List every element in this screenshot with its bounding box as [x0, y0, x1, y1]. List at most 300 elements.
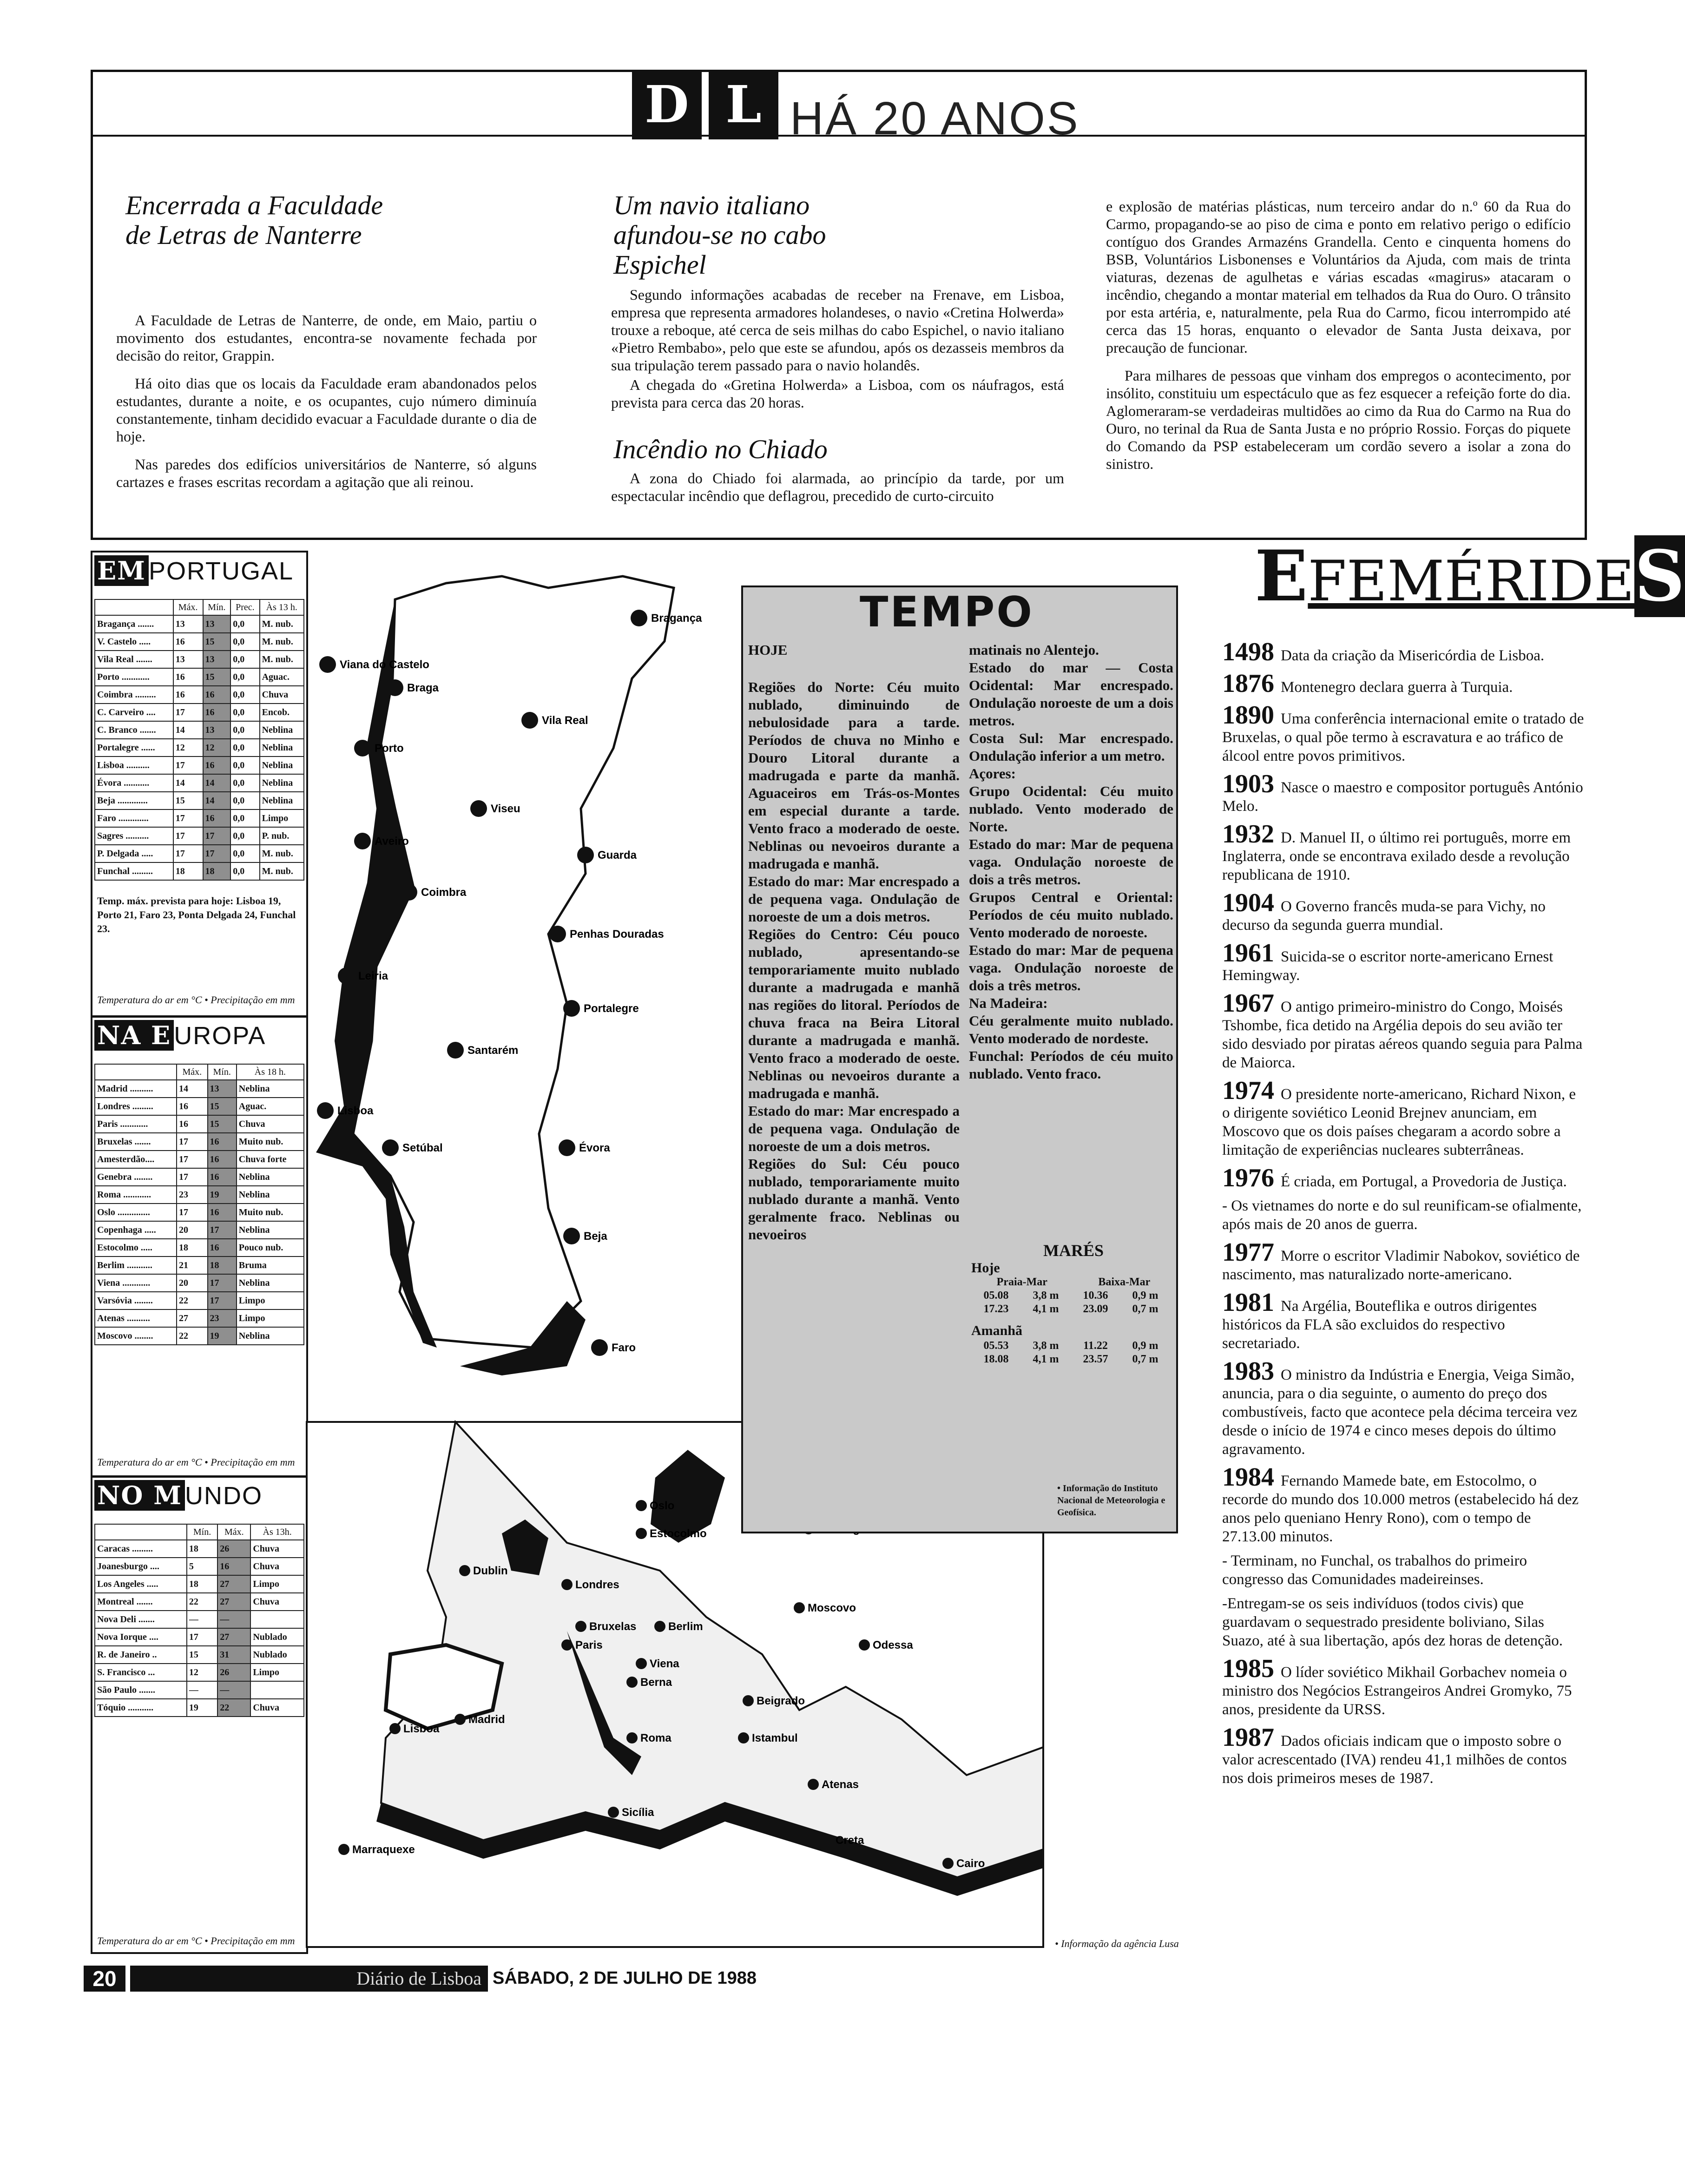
efemeride-year: 1981 — [1222, 1288, 1281, 1317]
table-row — [95, 827, 304, 845]
logo-d: D — [632, 70, 702, 139]
table-cell: Amesterdão.... — [95, 1151, 177, 1168]
city-label: Atenas — [822, 1778, 859, 1791]
efemeride-item — [1222, 1464, 1585, 1546]
city-label: Bragança — [651, 612, 702, 625]
table-row — [95, 739, 304, 757]
column-header: Máx. — [177, 1064, 208, 1080]
issue-date: SÁBADO, 2 DE JULHO DE 1988 — [493, 1968, 757, 1988]
tempo-paragraph: Açores: — [969, 765, 1016, 782]
city-marker — [608, 1807, 619, 1818]
tide-cell: 23.57 — [1083, 1353, 1108, 1365]
tide-cell: 05.53 — [983, 1340, 1009, 1352]
tempo-paragraph: Na Madeira: — [969, 995, 1048, 1011]
mares-amanha: Amanhã — [971, 1323, 1023, 1338]
tempo-paragraph: matinais no Alentejo. — [969, 642, 1099, 658]
table-row — [95, 1239, 304, 1256]
efemeride-text: - Os vietnames do norte e do sul reunificam-se ofialmente, após mais de 20 anos de guerra. — [1222, 1197, 1582, 1233]
mares-col-baixa: Baixa-Mar — [1098, 1276, 1151, 1288]
table-cell: Évora ........... — [95, 774, 173, 792]
portugal-table-footer: Temperatura do ar em °C • Precipitação em mm — [97, 994, 295, 1006]
table-cell: 27 — [217, 1593, 250, 1611]
table-cell: 13 — [203, 721, 231, 739]
city-label: Marraquexe — [352, 1843, 415, 1856]
table-cell: Roma ............ — [95, 1186, 177, 1204]
table-cell: C. Carveiro .... — [95, 704, 173, 721]
table-cell: Vila Real ....... — [95, 651, 173, 668]
table-cell: Nova Deli ....... — [95, 1611, 187, 1628]
table-cell: 16 — [208, 1168, 237, 1186]
efemeride-item — [1222, 1239, 1585, 1284]
table-row — [95, 615, 304, 633]
table-cell: Atenas .......... — [95, 1309, 177, 1327]
table-cell: Chuva — [237, 1115, 304, 1133]
efemeride-item — [1222, 890, 1585, 934]
table-cell: 27 — [177, 1309, 208, 1327]
city-label: Braga — [407, 682, 439, 694]
tide-row — [972, 1353, 1170, 1366]
table-cell: Chuva — [250, 1558, 304, 1575]
efemeride-text: Fernando Mamede bate, em Estocolmo, o recorde do mundo dos 10.000 metros (estabelecido há dez anos pelo queniano Henry Rono), com o tempo de 27.13.00 minutos. — [1222, 1473, 1579, 1545]
city-label: Vila Real — [542, 714, 588, 727]
efemeride-year: 1903 — [1222, 770, 1281, 798]
article-navio-body — [611, 286, 1064, 416]
table-row — [95, 1186, 304, 1204]
efemerides-title — [1255, 535, 1685, 617]
efemeride-year: 1876 — [1222, 669, 1281, 698]
efemeride-year: 1976 — [1222, 1164, 1281, 1192]
efemeride-item — [1222, 1656, 1585, 1719]
table-cell: P. Delgada ..... — [95, 845, 173, 862]
table-cell — [250, 1681, 304, 1699]
column-header: Às 13 h. — [260, 599, 304, 615]
table-cell: 16 — [208, 1133, 237, 1151]
table-cell: Neblina — [237, 1168, 304, 1186]
city-label: Moscovo — [808, 1602, 856, 1614]
table-row — [95, 1133, 304, 1151]
table-cell: Aguac. — [260, 668, 304, 686]
city-marker — [317, 1102, 334, 1119]
tempo-paragraph: Estado do mar: Mar de pequena vaga. Ondulação noroeste de dois a três metros. — [969, 836, 1173, 888]
title-cap: EM — [94, 555, 149, 586]
table-cell: 0,0 — [230, 809, 259, 827]
tide-cell: 3,8 m — [1033, 1289, 1059, 1302]
table-cell: Nublado — [250, 1628, 304, 1646]
table-cell: Sagres .......... — [95, 827, 173, 845]
table-row — [95, 792, 304, 809]
table-cell: Porto ............ — [95, 668, 173, 686]
tempo-paragraph: Costa Sul: Mar encrespado. Ondulação inferior a um metro. — [969, 730, 1173, 764]
efemeride-item — [1222, 1289, 1585, 1353]
table-cell: Neblina — [237, 1186, 304, 1204]
efemeride-text: Suicida-se o escritor norte-americano Ernest Hemingway. — [1222, 948, 1553, 984]
table-cell: Genebra ........ — [95, 1168, 177, 1186]
tempo-credit: • Informação do Instituto Nacional de Meteorologia e Geofísica. — [1057, 1483, 1165, 1518]
table-cell: 0,0 — [230, 862, 259, 880]
article-chiado-title: Incêndio no Chiado — [613, 434, 828, 464]
efemerides-list — [1222, 639, 1585, 1793]
table-cell: P. nub. — [260, 827, 304, 845]
table-cell: 14 — [173, 721, 203, 739]
table-cell: Neblina — [260, 721, 304, 739]
table-cell: 17 — [208, 1221, 237, 1239]
city-marker — [808, 1779, 819, 1790]
table-cell: 0,0 — [230, 757, 259, 774]
title-cap: NA E — [94, 1020, 174, 1051]
table-cell: Chuva — [250, 1699, 304, 1717]
table-cell: 31 — [217, 1646, 250, 1664]
table-cell: 16 — [173, 686, 203, 704]
city-marker — [382, 1139, 399, 1156]
table-row — [95, 1628, 304, 1646]
title-rest: PORTUGAL — [148, 557, 294, 585]
efemeride-item — [1222, 671, 1585, 697]
city-label: Coimbra — [421, 886, 467, 899]
table-row — [95, 1080, 304, 1098]
table-cell: 20 — [177, 1221, 208, 1239]
city-label: Viseu — [491, 803, 520, 815]
tide-cell: 18.08 — [983, 1353, 1009, 1365]
paragraph: e explosão de matérias plásticas, num terceiro andar do n.º 60 da Rua do Carmo, propagando-se ao piso de cima e ponto em relativo perigo o edifício contíguo dos Grandes Armazéns Grandella. Cento e cinquenta homens do BSB, Voluntários Lisbonenses e Voluntários da Ajuda, com mais de trinta viaturas, dezenas de agulhetas e várias escadas «magirus» atacaram o incêndio, chegando a montar material em telhados da Rua do Ouro. O trânsito por esta artéria, e, naturalmente, pela Rua do Carmo, ficou interrompido até cerca das 15 horas, enquanto o elevador de Santa Justa deixava, por precaução de funcionar. — [1106, 198, 1571, 356]
city-marker — [743, 1695, 754, 1706]
efemeride-year: 1967 — [1222, 989, 1281, 1018]
efemeride-year: 1987 — [1222, 1723, 1281, 1752]
efemeride-year: 1932 — [1222, 820, 1281, 849]
table-cell: 23 — [208, 1309, 237, 1327]
table-cell: V. Castelo ..... — [95, 633, 173, 651]
table-cell: 17 — [177, 1151, 208, 1168]
efemeride-text: D. Manuel II, o último rei português, morre em Inglaterra, onde se encontrava exilado desde a revolução republicana de 1910. — [1222, 829, 1571, 883]
table-cell: Bruxelas ....... — [95, 1133, 177, 1151]
table-cell: 16 — [208, 1151, 237, 1168]
table-cell: 14 — [203, 792, 231, 809]
column-header: Máx. — [217, 1524, 250, 1540]
table-cell: Funchal ......... — [95, 862, 173, 880]
table-cell: 0,0 — [230, 633, 259, 651]
table-cell: Limpo — [260, 809, 304, 827]
paragraph: A chegada do «Gretina Holwerda» a Lisboa, com os náufragos, está prevista para cerca das 20 horas. — [611, 376, 1064, 411]
table-cell: Los Angeles ..... — [95, 1575, 187, 1593]
city-marker — [626, 1732, 638, 1743]
table-row — [95, 1098, 304, 1115]
tide-row — [972, 1289, 1170, 1302]
city-label: Aveiro — [375, 835, 409, 848]
table-cell: 0,0 — [230, 845, 259, 862]
table-cell: 17 — [173, 827, 203, 845]
efemeride-year: 1984 — [1222, 1463, 1281, 1492]
table-row — [95, 1274, 304, 1292]
city-marker — [575, 1621, 586, 1632]
table-cell: M. nub. — [260, 862, 304, 880]
efemeride-item — [1222, 1594, 1585, 1650]
table-cell: Nova Iorque .... — [95, 1628, 187, 1646]
city-marker — [626, 1677, 638, 1688]
city-label: Paris — [575, 1639, 603, 1651]
mares-columns — [971, 1276, 1176, 1289]
table-cell: 13 — [173, 615, 203, 633]
efemeride-year: 1904 — [1222, 888, 1281, 917]
table-cell: 27 — [217, 1628, 250, 1646]
portugal-forecast-note: Temp. máx. prevista para hoje: Lisboa 19, Porto 21, Faro 23, Ponta Delgada 24, Funchal 23. — [97, 895, 296, 934]
column-header: Prec. — [230, 599, 259, 615]
table-cell: Portalegre ...... — [95, 739, 173, 757]
portugal-weather-table — [94, 599, 304, 881]
table-cell: Oslo .............. — [95, 1204, 177, 1221]
table-cell: Neblina — [237, 1274, 304, 1292]
table-cell: Neblina — [237, 1327, 304, 1345]
table-cell: Estocolmo ..... — [95, 1239, 177, 1256]
table-cell: 23 — [177, 1186, 208, 1204]
tide-cell: 11.22 — [1083, 1340, 1108, 1352]
table-cell: 0,0 — [230, 615, 259, 633]
tempo-paragraph: Grupo Ocidental: Céu muito nublado. Vento moderado de Norte. — [969, 783, 1173, 835]
city-marker — [738, 1732, 749, 1743]
table-cell: 0,0 — [230, 704, 259, 721]
efemeride-text: O presidente norte-americano, Richard Nixon, e o dirigente soviético Leonid Brejnev anunciam, em Moscovo que os dois países chegaram a acordo sobre a limitação de experiências nucleares subterrâneas. — [1222, 1086, 1576, 1158]
city-marker — [447, 1042, 464, 1059]
mundo-weather-table — [94, 1524, 304, 1717]
table-cell: 20 — [177, 1274, 208, 1292]
city-marker — [561, 1639, 573, 1651]
table-cell: Chuva — [260, 686, 304, 704]
table-cell: 12 — [203, 739, 231, 757]
table-cell: 5 — [187, 1558, 217, 1575]
city-label: Londres — [575, 1579, 619, 1591]
table-row — [95, 1575, 304, 1593]
table-cell: 14 — [173, 774, 203, 792]
efemeride-item — [1222, 1197, 1585, 1234]
city-marker — [387, 679, 403, 696]
column-header: Mín. — [187, 1524, 217, 1540]
tempo-paragraph: Estado do mar — Costa Ocidental: Mar encrespado. Ondulação noroeste de um a dois metros. — [969, 659, 1173, 729]
city-marker — [354, 833, 371, 849]
city-label: Roma — [640, 1732, 671, 1744]
tide-row — [972, 1340, 1170, 1352]
table-cell: 12 — [187, 1664, 217, 1681]
page-number: 20 — [84, 1966, 125, 1992]
city-label: Beigrado — [757, 1695, 805, 1707]
table-cell: 15 — [208, 1115, 237, 1133]
city-marker — [577, 847, 594, 863]
table-row — [95, 721, 304, 739]
tempo-paragraph: Estado do mar: Mar encrespado a de pequena vaga. Ondulação de noroeste de um a dois metros. — [748, 873, 960, 925]
tide-cell: 4,1 m — [1033, 1353, 1059, 1365]
table-cell: Varsóvia ........ — [95, 1292, 177, 1309]
efemeride-text: Morre o escritor Vladimir Nabokov, soviético de nascimento, mas naturalizado norte-americano. — [1222, 1248, 1580, 1283]
table-cell: Lisboa .......... — [95, 757, 173, 774]
table-row — [95, 1699, 304, 1717]
table-cell: 0,0 — [230, 721, 259, 739]
efemeride-text: Uma conferência internacional emite o tratado de Bruxelas, o qual põe termo à escravatura e ao tráfico de álcool entre povos primitivos. — [1222, 710, 1584, 764]
tide-cell: 0,7 m — [1132, 1353, 1158, 1365]
city-marker — [591, 1339, 608, 1356]
efemeride-text: É criada, em Portugal, a Provedoria de Justiça. — [1281, 1173, 1567, 1190]
mundo-weather-box — [91, 1475, 308, 1954]
table-cell: Chuva — [250, 1593, 304, 1611]
city-marker — [470, 800, 487, 817]
efemeride-text: - Terminam, no Funchal, os trabalhos do primeiro congresso das Comunidades madeireinses. — [1222, 1552, 1527, 1588]
tide-cell: 23.09 — [1083, 1303, 1108, 1315]
efemeride-item — [1222, 821, 1585, 884]
article-chiado-body — [611, 469, 1064, 515]
tide-cell: 0,7 m — [1132, 1303, 1158, 1315]
table-row — [95, 1327, 304, 1345]
table-cell: Tóquio ........... — [95, 1699, 187, 1717]
portugal-table-title — [94, 555, 294, 588]
efemeride-text: O antigo primeiro-ministro do Congo, Moisés Tshombe, fica detido na Argélia depois do seu avião ter sido desviado por piratas aéreos quando seguia para Palma de Maiorca. — [1222, 999, 1583, 1071]
city-marker — [354, 740, 371, 757]
city-marker — [521, 712, 538, 729]
table-cell: 17 — [203, 827, 231, 845]
paragraph: Segundo informações acabadas de receber na Frenave, em Lisboa, empresa que representa armadores holandeses, o navio «Cretina Holwerda» trouxe a reboque, até cerca de seis milhas do cabo Espichel, o navio italiano «Pietro Rembabo», pelo que este se afundou, após os dezasseis membros da sua tripulação terem passado para o navio holandês. — [611, 286, 1064, 374]
city-label: Leiria — [358, 970, 388, 982]
tide-cell: 17.23 — [983, 1303, 1009, 1315]
city-label: Viana do Castelo — [340, 658, 429, 671]
table-cell: 17 — [208, 1274, 237, 1292]
column-header: Mín. — [203, 599, 231, 615]
city-label: Beja — [584, 1230, 607, 1243]
table-row — [95, 651, 304, 668]
table-cell: 26 — [217, 1540, 250, 1558]
table-cell: 16 — [203, 809, 231, 827]
table-cell: M. nub. — [260, 651, 304, 668]
table-cell: Montreal ....... — [95, 1593, 187, 1611]
table-cell: 22 — [217, 1699, 250, 1717]
efemeride-text: Montenegro declara guerra à Turquia. — [1281, 679, 1513, 696]
city-label: Viena — [650, 1658, 679, 1670]
table-row — [95, 1151, 304, 1168]
table-cell: — — [217, 1611, 250, 1628]
table-cell: 16 — [173, 633, 203, 651]
city-marker — [794, 1602, 805, 1613]
table-row — [95, 1646, 304, 1664]
city-marker — [636, 1528, 647, 1539]
table-cell: 17 — [173, 845, 203, 862]
city-marker — [563, 1228, 580, 1244]
paragraph: Há oito dias que os locais da Faculdade eram abandonados pelos estudantes, durante a noite, e os ocupantes, cujo número diminuía constantemente, tinham decidido evacuar a Faculdade durante o dia de hoje. — [116, 375, 537, 445]
tide-cell: 3,8 m — [1033, 1340, 1059, 1352]
table-cell: 16 — [203, 686, 231, 704]
city-label: Creta — [836, 1834, 864, 1847]
city-marker — [636, 1500, 647, 1511]
table-row — [95, 1558, 304, 1575]
table-cell: 17 — [177, 1168, 208, 1186]
city-label: Sicília — [622, 1806, 654, 1819]
table-cell: 0,0 — [230, 739, 259, 757]
city-marker — [631, 610, 647, 626]
column-header: Máx. — [173, 599, 203, 615]
tempo-paragraph: Estado do mar: Mar encrespado a de pequena vaga. Ondulação de noroeste de um a dois metros. — [748, 1103, 960, 1154]
table-cell: Caracas ......... — [95, 1540, 187, 1558]
table-cell: Neblina — [237, 1080, 304, 1098]
table-cell: 13 — [208, 1080, 237, 1098]
city-label: Oslo — [650, 1500, 675, 1512]
table-cell: 0,0 — [230, 686, 259, 704]
city-label: Lisboa — [403, 1723, 440, 1735]
table-row — [95, 704, 304, 721]
table-cell: 0,0 — [230, 651, 259, 668]
tempo-paragraph: Céu geralmente muito nublado. Vento moderado de nordeste. — [969, 1013, 1173, 1046]
efemeride-text: O ministro da Indústria e Energia, Veiga Simão, anuncia, para o dia seguinte, o aumento do preço dos combustíveis, facto que acontece pela décima terceira vez desde o início de 1974 e cinco meses depois do último agravamento. — [1222, 1367, 1578, 1458]
table-cell: — — [217, 1681, 250, 1699]
city-label: Portalegre — [584, 1002, 639, 1015]
table-cell: Faro ............. — [95, 809, 173, 827]
article-nanterre-body — [116, 311, 537, 501]
map-credit-label: • Informação da agência Lusa — [1055, 1938, 1179, 1949]
city-marker — [636, 1658, 647, 1669]
paragraph: Para milhares de pessoas que vinham dos empregos o acontecimento, por insólito, constituiu um espectáculo que as fez esquecer a refeição forte do dia. Aglomeraram-se verdadeiras multidões ao cimo da Rua do Carmo na Rua do Ouro, no terinal da Rua de Santa Justa e no próprio Rossio. Forças do piquete do Comando da PSP estabeleceram um cordão severo a isolar a zona do sinistro. — [1106, 367, 1571, 472]
table-row — [95, 1256, 304, 1274]
table-cell: 16 — [203, 757, 231, 774]
table-row — [95, 862, 304, 880]
city-marker — [654, 1621, 665, 1632]
table-header-row — [95, 1524, 304, 1540]
city-label: Berlim — [668, 1620, 703, 1633]
tempo-paragraph: Regiões do Norte: Céu muito nublado, diminuindo de nebulosidade para a tarde. Períodos de chuva no Minho e Douro Litoral durante a madrugada e parte da manhã. Aguaceiros em Trás-os-Montes em especial durante a tarde. Vento fraco a moderado de oeste. Neblinas ou nevoeiros durante a madrugada e manhã. — [748, 679, 960, 872]
table-cell: Neblina — [260, 757, 304, 774]
table-header-row — [95, 599, 304, 615]
table-cell: 15 — [187, 1646, 217, 1664]
table-cell: Encob. — [260, 704, 304, 721]
table-cell: 16 — [217, 1558, 250, 1575]
table-cell: Coimbra ......... — [95, 686, 173, 704]
efemeride-year: 1985 — [1222, 1654, 1281, 1683]
efemeride-text: Dados oficiais indicam que o imposto sobre o valor acrescentado (IVA) rendeu 41,1 milhões de contos nos dois primeiros meses de 1987. — [1222, 1733, 1567, 1787]
table-cell: 18 — [187, 1575, 217, 1593]
column-header — [95, 599, 173, 615]
table-row — [95, 774, 304, 792]
column-header — [95, 1524, 187, 1540]
efemeride-year: 1890 — [1222, 701, 1281, 730]
table-cell: R. de Janeiro .. — [95, 1646, 187, 1664]
tempo-column-1 — [748, 678, 960, 1243]
table-cell: Limpo — [237, 1309, 304, 1327]
city-label: Lisboa — [337, 1105, 374, 1117]
mares-hoje-table — [971, 1289, 1171, 1316]
table-cell: Beja ............. — [95, 792, 173, 809]
europa-weather-box — [91, 1015, 308, 1478]
tide-cell: 05.08 — [983, 1289, 1009, 1302]
tempo-paragraph: Estado do mar: Mar de pequena vaga. Ondulação noroeste de dois a três metros. — [969, 942, 1173, 993]
table-cell: Copenhaga ..... — [95, 1221, 177, 1239]
table-cell: 16 — [208, 1204, 237, 1221]
mundo-table-footer: Temperatura do ar em °C • Precipitação em mm — [97, 1935, 295, 1947]
column-header: Mín. — [208, 1064, 237, 1080]
city-marker — [942, 1858, 954, 1869]
column-header: Às 13h. — [250, 1524, 304, 1540]
table-cell: Chuva — [250, 1540, 304, 1558]
efemeride-text: -Entregam-se os seis indivíduos (todos civis) que guardavam o sequestrado presidente boliviano, Silas Suazo, até à sua libertação, após dez horas de detenção. — [1222, 1595, 1563, 1649]
efemeride-item — [1222, 702, 1585, 765]
title-rest: UROPA — [174, 1022, 266, 1050]
tide-cell: 0,9 m — [1132, 1289, 1158, 1302]
efemeride-item — [1222, 1724, 1585, 1788]
city-label: Santarém — [467, 1044, 519, 1057]
table-header-row — [95, 1064, 304, 1080]
tempo-title: TEMPO — [860, 588, 1034, 637]
table-cell: 15 — [173, 792, 203, 809]
title-rest: UNDO — [184, 1482, 263, 1510]
article-nanterre-title: Encerrada a Faculdade de Letras de Nanterre — [125, 190, 383, 250]
title-end: S — [1634, 535, 1685, 617]
efemeride-year: 1983 — [1222, 1357, 1281, 1386]
efemeride-text: Data da criação da Misericórdia de Lisboa. — [1281, 647, 1545, 664]
table-cell: 0,0 — [230, 668, 259, 686]
table-cell: 17 — [187, 1628, 217, 1646]
table-cell: 17 — [173, 757, 203, 774]
table-cell — [250, 1611, 304, 1628]
table-row — [95, 757, 304, 774]
